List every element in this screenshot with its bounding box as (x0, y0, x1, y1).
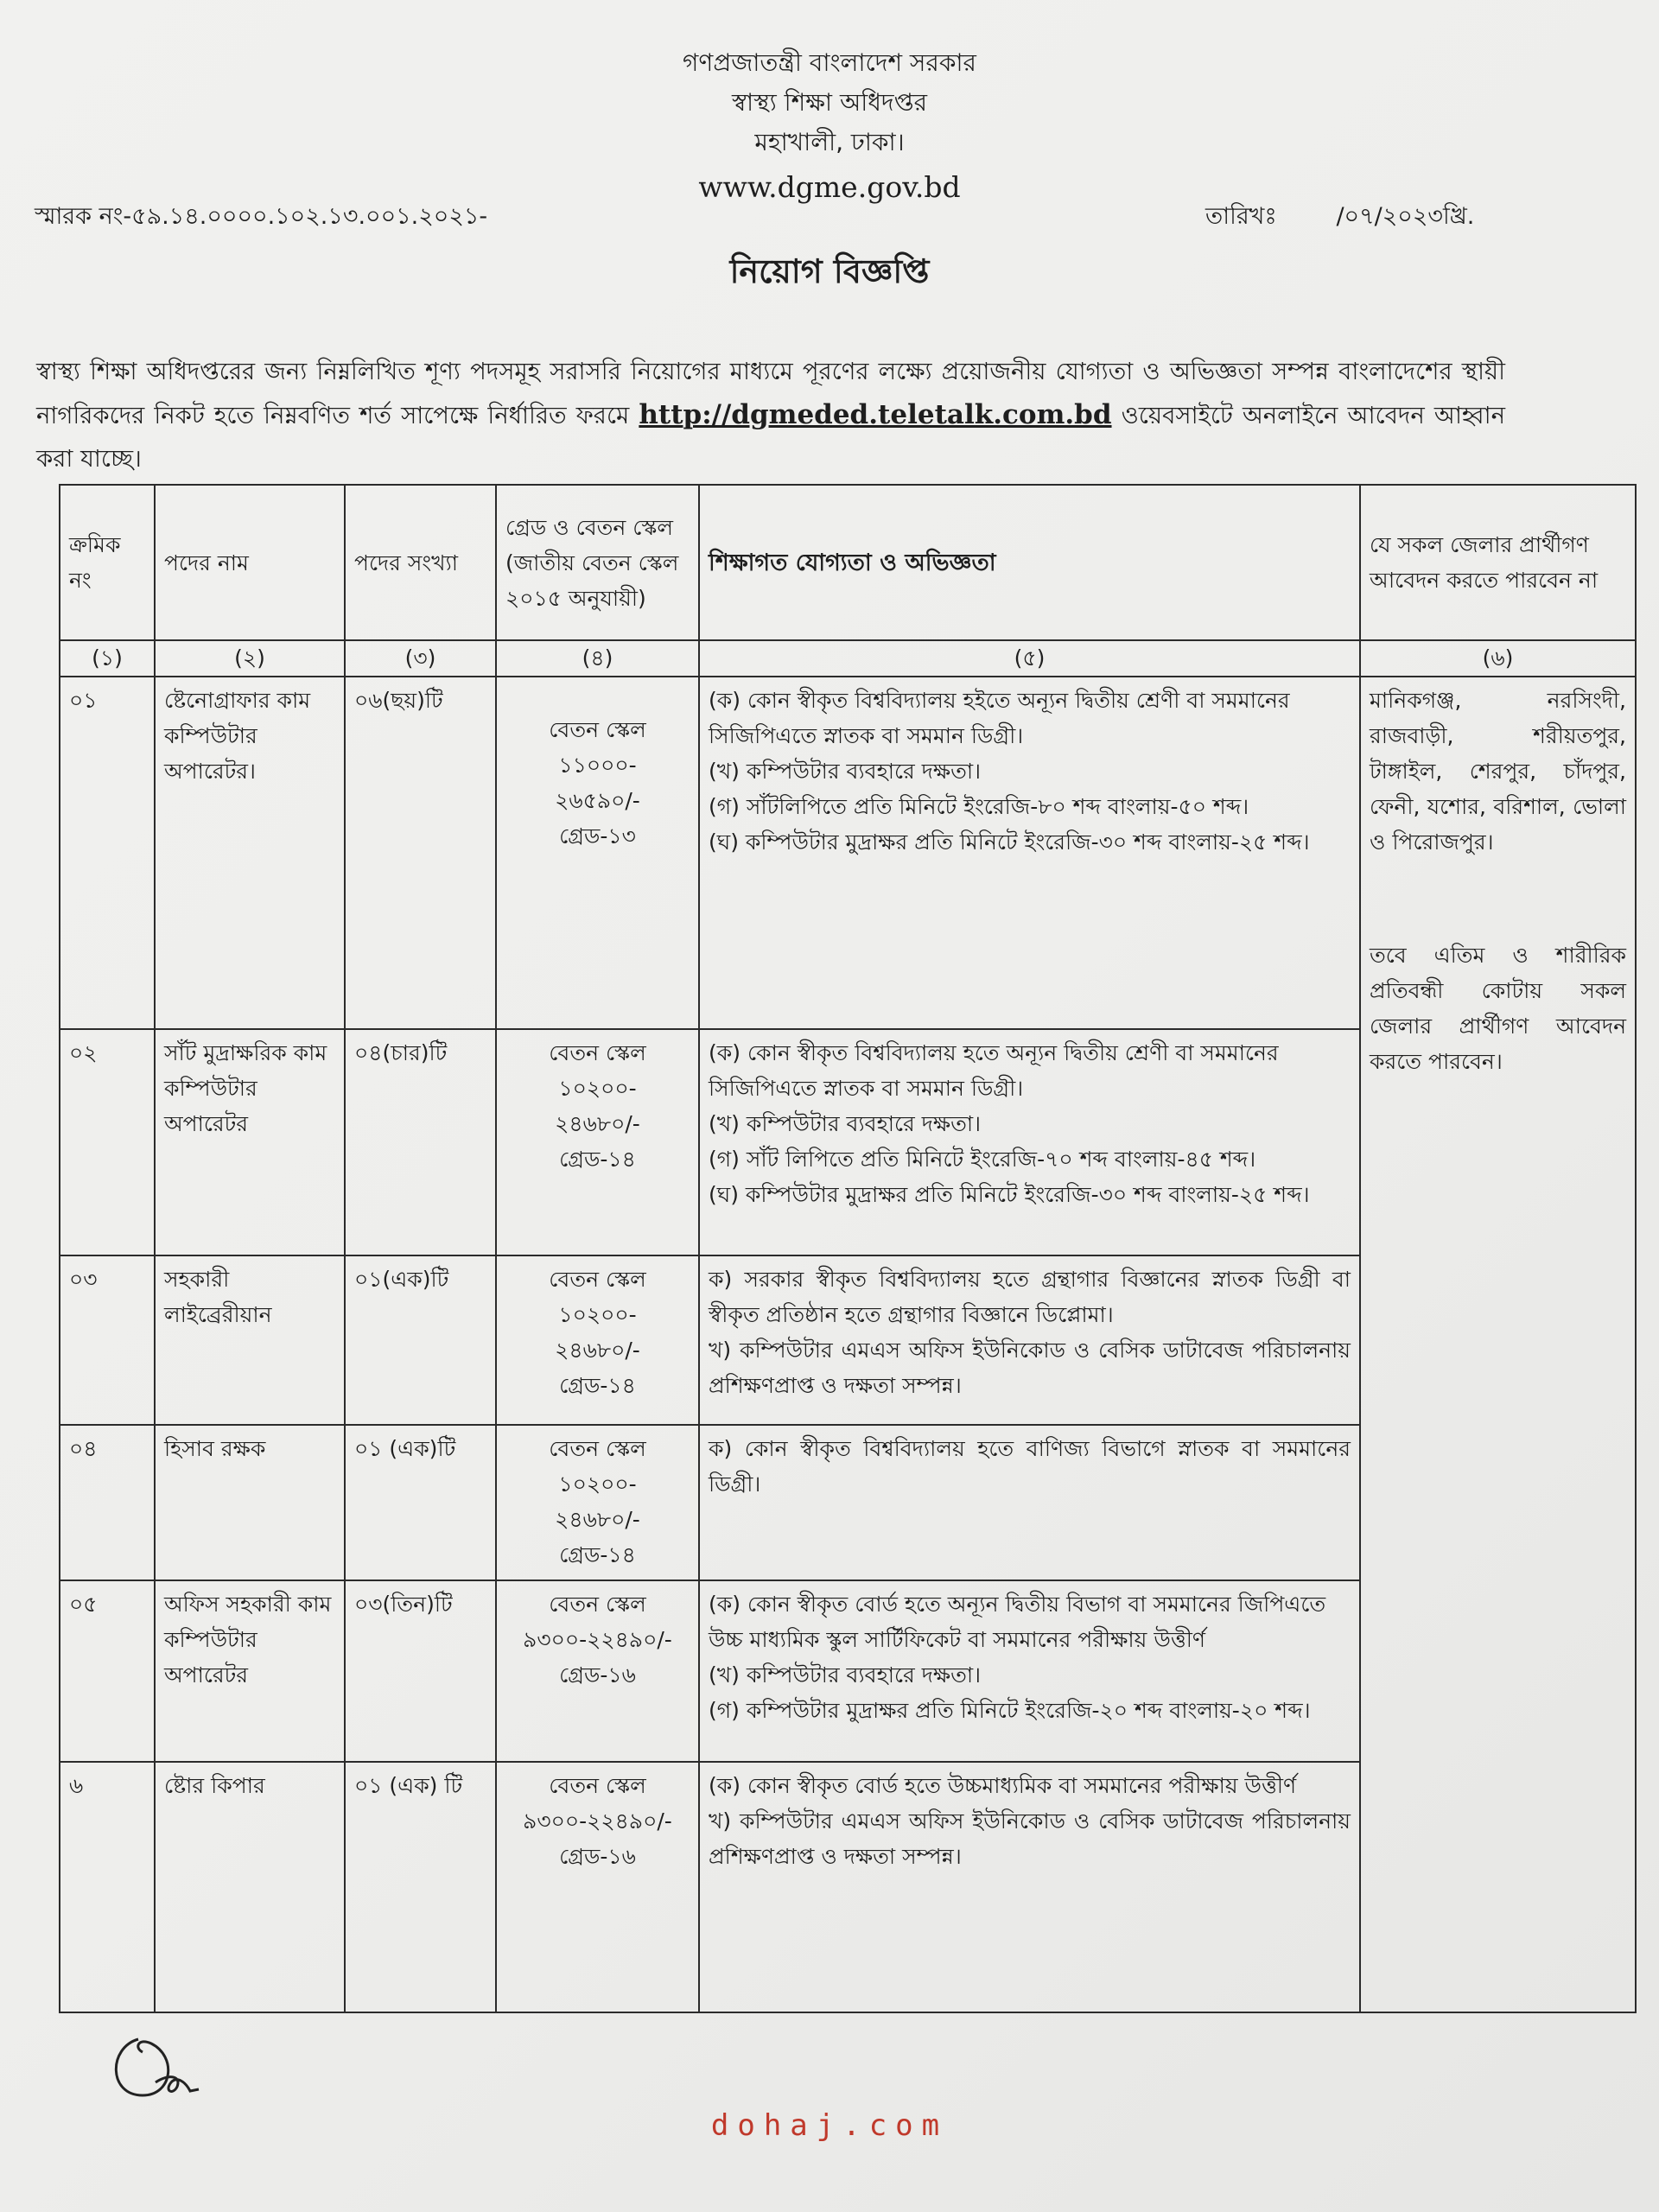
header-pay-scale: গ্রেড ও বেতন স্কেল (জাতীয় বেতন স্কেল ২০১৫ অনুযায়ী) (496, 485, 699, 640)
row-serial: ০৫ (60, 1580, 155, 1762)
row-post-name: অফিস সহকারী কাম কম্পিউটার অপারেটর (155, 1580, 345, 1762)
row-pay-scale: বেতন স্কেল ১০২০০- ২৪৬৮০/- গ্রেড-১৪ (496, 1425, 699, 1580)
header-excluded-districts: যে সকল জেলার প্রার্থীগণ আবেদন করতে পারবেন না (1360, 485, 1636, 640)
col-number: (৩) (345, 640, 496, 677)
row-post-count: ০১ (এক)টি (345, 1425, 496, 1580)
col-number: (৪) (496, 640, 699, 677)
col-number: (২) (155, 640, 345, 677)
row-serial: ০২ (60, 1029, 155, 1255)
watermark: dohaj.com (710, 2108, 949, 2143)
table-header-row (60, 485, 1636, 640)
col-number: (৫) (699, 640, 1360, 677)
office-address: মহাখালী, ঢাকা। (754, 128, 905, 156)
row-post-name: হিসাব রক্ষক (155, 1425, 345, 1580)
table-row (60, 677, 1636, 1029)
notice-date: তারিখঃ /০৭/২০২৩খ্রি. (1205, 203, 1475, 230)
col-number: (৬) (1360, 640, 1636, 677)
row-post-count: ০৪(চার)টি (345, 1029, 496, 1255)
header-qualification: শিক্ষাগত যোগ্যতা ও অভিজ্ঞতা (699, 485, 1360, 640)
application-link[interactable]: http://dgmeded.teletalk.com.bd (639, 399, 1112, 430)
col-number: (১) (60, 640, 155, 677)
row-serial: ০৪ (60, 1425, 155, 1580)
row-post-count: ০৬(ছয়)টি (345, 677, 496, 1029)
row-qualification: (ক) কোন স্বীকৃত বোর্ড হতে অন্যূন দ্বিতীয় বিভাগ বা সমমানের জিপিএতে উচ্চ মাধ্যমিক স্কুল সার্টিফিকেট বা সমমানের পরীক্ষায় উত্তীর্ণ (খ) কম্পিউটার ব্যবহারে দক্ষতা। (গ) কম্পিউটার মুদ্রাক্ষর প্রতি মিনিটে ইংরেজি-২০ শব্দ বাংলায়-২০ শব্দ। (699, 1580, 1360, 1762)
row-qualification: ক) সরকার স্বীকৃত বিশ্ববিদ্যালয় হতে গ্রন্থাগার বিজ্ঞানের স্নাতক ডিগ্রী বা স্বীকৃত প্রতিষ্ঠান হতে গ্রন্থাগার বিজ্ঞানে ডিপ্লোমা। খ) কম্পিউটার এমএস অফিস ইউনিকোড ও বেসিক ডাটাবেজ পরিচালনায় প্রশিক্ষণপ্রাপ্ত ও দক্ষতা সম্পন্ন। (699, 1255, 1360, 1425)
row-qualification: (ক) কোন স্বীকৃত বোর্ড হতে উচ্চমাধ্যমিক বা সমমানের পরীক্ষায় উত্তীর্ণ খ) কম্পিউটার এমএস অফিস ইউনিকোড ও বেসিক ডাটাবেজ পরিচালনায় প্রশিক্ষণপ্রাপ্ত ও দক্ষতা সম্পন্ন। (699, 1762, 1360, 2012)
row-post-name: ষ্টেনোগ্রাফার কাম কম্পিউটার অপারেটর। (155, 677, 345, 1029)
row-post-count: ০৩(তিন)টি (345, 1580, 496, 1762)
row-serial: ৬ (60, 1762, 155, 2012)
intro-paragraph (36, 350, 1505, 480)
govt-name: গণপ্রজাতন্ত্রী বাংলাদেশ সরকার (683, 48, 976, 77)
column-number-row (60, 640, 1636, 677)
letterhead (0, 43, 1659, 209)
row-qualification: ক) কোন স্বীকৃত বিশ্ববিদ্যালয় হতে বাণিজ্য বিভাগে স্নাতক বা সমমানের ডিগ্রী। (699, 1425, 1360, 1580)
row-pay-scale: বেতন স্কেল ১০২০০- ২৪৬৮০/- গ্রেড-১৪ (496, 1255, 699, 1425)
excluded-districts-cell (1360, 677, 1636, 2012)
header-post-count: পদের সংখ্যা (345, 485, 496, 640)
page-title: নিয়োগ বিজ্ঞপ্তি (729, 252, 930, 290)
row-qualification: (ক) কোন স্বীকৃত বিশ্ববিদ্যালয় হইতে অন্যূন দ্বিতীয় শ্রেণী বা সমমানের সিজিপিএতে স্নাতক বা সমমান ডিগ্রী। (খ) কম্পিউটার ব্যবহারে দক্ষতা। (গ) সাঁটলিপিতে প্রতি মিনিটে ইংরেজি-৮০ শব্দ বাংলায়-৫০ শব্দ। (ঘ) কম্পিউটার মুদ্রাক্ষর প্রতি মিনিটে ইংরেজি-৩০ শব্দ বাংলায়-২৫ শব্দ। (699, 677, 1360, 1029)
excluded-districts: মানিকগঞ্জ, নরসিংদী, রাজবাড়ী, শরীয়তপুর, টাঙ্গাইল, শেরপুর, চাঁদপুর, ফেনী, যশোর, বরিশাল, ভোলা ও পিরোজপুর। (1370, 688, 1626, 855)
row-post-count: ০১ (এক) টি (345, 1762, 496, 2012)
header-serial: ক্রমিক নং (60, 485, 155, 640)
row-post-name: সহকারী লাইব্রেরীয়ান (155, 1255, 345, 1425)
header-post-name: পদের নাম (155, 485, 345, 640)
intro-text-before: স্বাস্থ্য শিক্ষা অধিদপ্তরের জন্য নিম্নলিখিত শূণ্য পদসমূহ সরাসরি নিয়োগের মাধ্যমে পূরণের লক্ষ্যে প্রয়োজনীয় যোগ্যতা ও অভিজ্ঞতা সম্পন্ন বাংলাদেশের স্থায়ী নাগরিকদের নিকট হতে নিম্নবণিত শর্ত সাপেক্ষে নির্ধারিত ফরমে (36, 358, 1505, 429)
department-name: স্বাস্থ্য শিক্ষা অধিদপ্তর (731, 88, 928, 117)
row-pay-scale: বেতন স্কেল ১১০০০- ২৬৫৯০/- গ্রেড-১৩ (496, 677, 699, 1029)
memo-number: স্মারক নং-৫৯.১৪.০০০০.১০২.১৩.০০১.২০২১- (35, 203, 488, 230)
row-pay-scale: বেতন স্কেল ১০২০০- ২৪৬৮০/- গ্রেড-১৪ (496, 1029, 699, 1255)
vacancy-table (59, 484, 1637, 2013)
row-pay-scale: বেতন স্কেল ৯৩০০-২২৪৯০/- গ্রেড-১৬ (496, 1580, 699, 1762)
row-qualification: (ক) কোন স্বীকৃত বিশ্ববিদ্যালয় হতে অন্যূন দ্বিতীয় শ্রেণী বা সমমানের সিজিপিএতে স্নাতক বা সমমান ডিগ্রী। (খ) কম্পিউটার ব্যবহারে দক্ষতা। (গ) সাঁট লিপিতে প্রতি মিনিটে ইংরেজি-৭০ শব্দ বাংলায়-৪৫ শব্দ। (ঘ) কম্পিউটার মুদ্রাক্ষর প্রতি মিনিটে ইংরেজি-৩০ শব্দ বাংলায়-২৫ শব্দ। (699, 1029, 1360, 1255)
row-serial: ০৩ (60, 1255, 155, 1425)
row-serial: ০১ (60, 677, 155, 1029)
office-website[interactable]: www.dgme.gov.bd (698, 170, 961, 204)
excluded-note: তবে এতিম ও শারীরিক প্রতিবন্ধী কোটায় সকল জেলার প্রার্থীগণ আবেদন করতে পারবেন। (1370, 943, 1626, 1074)
row-pay-scale: বেতন স্কেল ৯৩০০-২২৪৯০/- গ্রেড-১৬ (496, 1762, 699, 2012)
row-post-count: ০১(এক)টি (345, 1255, 496, 1425)
row-post-name: ষ্টোর কিপার (155, 1762, 345, 2012)
intro-text-after: ওয়েবসাইটে অনলাইনে আবেদন আহ্বান করা যাচ্ছে। (36, 402, 1505, 473)
row-post-name: সাঁট মুদ্রাক্ষরিক কাম কম্পিউটার অপারেটর (155, 1029, 345, 1255)
signature (104, 2013, 216, 2108)
